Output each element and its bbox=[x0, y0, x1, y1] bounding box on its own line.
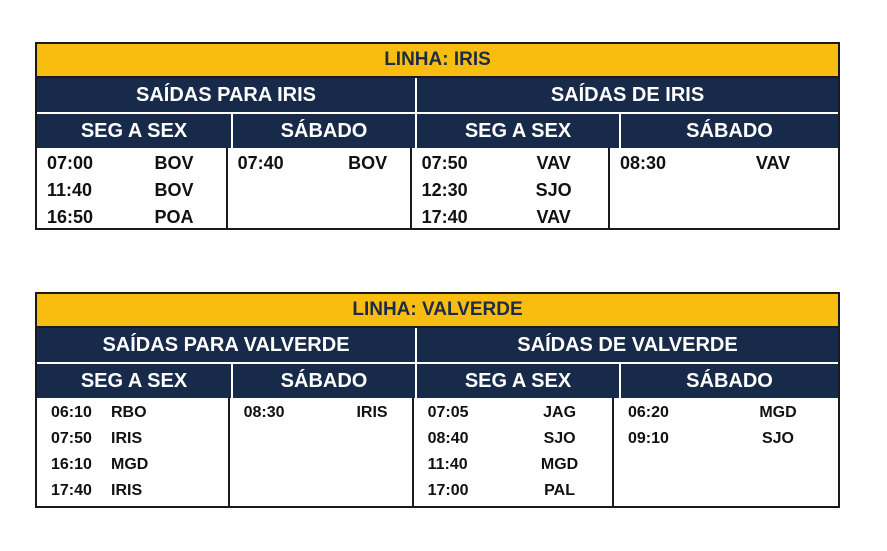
header-day: SÁBADO bbox=[231, 364, 415, 398]
header-saidas-de: SAÍDAS DE VALVERDE bbox=[415, 328, 838, 362]
departure-time: 09:10 bbox=[628, 430, 669, 447]
destination-code: VAV bbox=[755, 153, 791, 173]
schedule-body bbox=[37, 398, 838, 506]
departure-time: 08:30 bbox=[243, 404, 285, 421]
destination-code: BOV bbox=[348, 153, 388, 173]
schedule-entry bbox=[610, 150, 838, 177]
destination-code: POA bbox=[154, 207, 194, 227]
header-day: SÁBADO bbox=[619, 364, 838, 398]
schedule-entry bbox=[230, 400, 412, 426]
destination-code: MGD bbox=[540, 456, 579, 473]
column-de-weekday bbox=[410, 148, 608, 228]
destination-code: PAL bbox=[544, 482, 575, 499]
destination-code: VAV bbox=[536, 153, 571, 173]
schedule-entry bbox=[37, 150, 226, 177]
destination-code: VAV bbox=[536, 207, 571, 227]
schedule-table-valverde bbox=[35, 292, 840, 508]
departure-time: 12:30 bbox=[421, 180, 468, 200]
departure-time: 17:40 bbox=[421, 207, 468, 227]
days-header-row bbox=[37, 364, 838, 398]
schedule-entry bbox=[37, 400, 228, 426]
departure-time: 07:50 bbox=[421, 153, 468, 173]
header-day: SEG A SEX bbox=[80, 120, 188, 142]
header-day: SEG A SEX bbox=[415, 114, 619, 148]
column-de-weekday bbox=[412, 398, 612, 506]
destination-code: SJO bbox=[543, 430, 576, 447]
departure-time: 08:40 bbox=[427, 430, 469, 447]
schedule-entry bbox=[37, 452, 228, 478]
destination-code: IRIS bbox=[111, 430, 143, 447]
schedule-entry bbox=[414, 452, 612, 478]
departure-time: 11:40 bbox=[47, 180, 93, 200]
days-header-row bbox=[37, 114, 838, 148]
destination-code: SJO bbox=[535, 180, 572, 200]
departure-time: 06:10 bbox=[51, 404, 92, 421]
schedule-entry bbox=[412, 177, 608, 204]
header-saidas-para: SAÍDAS PARA VALVERDE bbox=[102, 334, 350, 356]
schedule-entry bbox=[412, 150, 608, 177]
departure-time: 17:00 bbox=[427, 482, 469, 499]
schedule-table-iris bbox=[35, 42, 840, 230]
direction-header-row bbox=[37, 78, 838, 114]
departure-time: 16:10 bbox=[51, 456, 92, 473]
departure-time: 07:05 bbox=[427, 404, 469, 421]
departure-time: 07:00 bbox=[47, 153, 94, 173]
departure-time: 07:40 bbox=[237, 153, 284, 173]
schedule-entry bbox=[614, 426, 838, 452]
table-title: LINHA: IRIS bbox=[37, 44, 838, 78]
schedule-entry bbox=[414, 400, 612, 426]
direction-header-row bbox=[37, 328, 838, 364]
destination-code: IRIS bbox=[111, 482, 143, 499]
header-saidas-de: SAÍDAS DE IRIS bbox=[415, 78, 838, 112]
column-para-weekday bbox=[37, 148, 226, 228]
departure-time: 17:40 bbox=[51, 482, 92, 499]
schedule-entry bbox=[37, 478, 228, 504]
departure-time: 07:50 bbox=[51, 430, 92, 447]
schedule-entry bbox=[414, 426, 612, 452]
header-day: SÁBADO bbox=[231, 114, 415, 148]
destination-code: BOV bbox=[154, 153, 194, 173]
schedule-entry bbox=[614, 400, 838, 426]
departure-time: 11:40 bbox=[427, 456, 468, 473]
schedule-entry bbox=[37, 177, 226, 204]
departure-time: 06:20 bbox=[628, 404, 669, 421]
destination-code: BOV bbox=[154, 180, 194, 200]
column-de-saturday bbox=[612, 398, 838, 506]
schedule-entry bbox=[228, 150, 410, 177]
header-saidas-para: SAÍDAS PARA IRIS bbox=[135, 84, 317, 106]
header-day: SEG A SEX bbox=[80, 370, 188, 392]
column-para-weekday bbox=[37, 398, 228, 506]
schedule-body bbox=[37, 148, 838, 228]
column-para-saturday bbox=[228, 398, 412, 506]
destination-code: MGD bbox=[759, 404, 797, 421]
schedule-entry bbox=[414, 478, 612, 504]
departure-time: 08:30 bbox=[620, 153, 667, 173]
header-day: SÁBADO bbox=[619, 114, 838, 148]
column-para-saturday bbox=[226, 148, 410, 228]
departure-time: 16:50 bbox=[47, 207, 94, 227]
schedule-entry bbox=[37, 204, 226, 231]
destination-code: IRIS bbox=[356, 404, 388, 421]
header-day: SEG A SEX bbox=[415, 364, 619, 398]
destination-code: JAG bbox=[543, 404, 577, 421]
destination-code: SJO bbox=[761, 430, 794, 447]
schedule-entry bbox=[412, 204, 608, 231]
table-title: LINHA: VALVERDE bbox=[37, 294, 838, 328]
destination-code: MGD bbox=[111, 456, 149, 473]
column-de-saturday bbox=[608, 148, 838, 228]
schedule-entry bbox=[37, 426, 228, 452]
destination-code: RBO bbox=[111, 404, 147, 421]
